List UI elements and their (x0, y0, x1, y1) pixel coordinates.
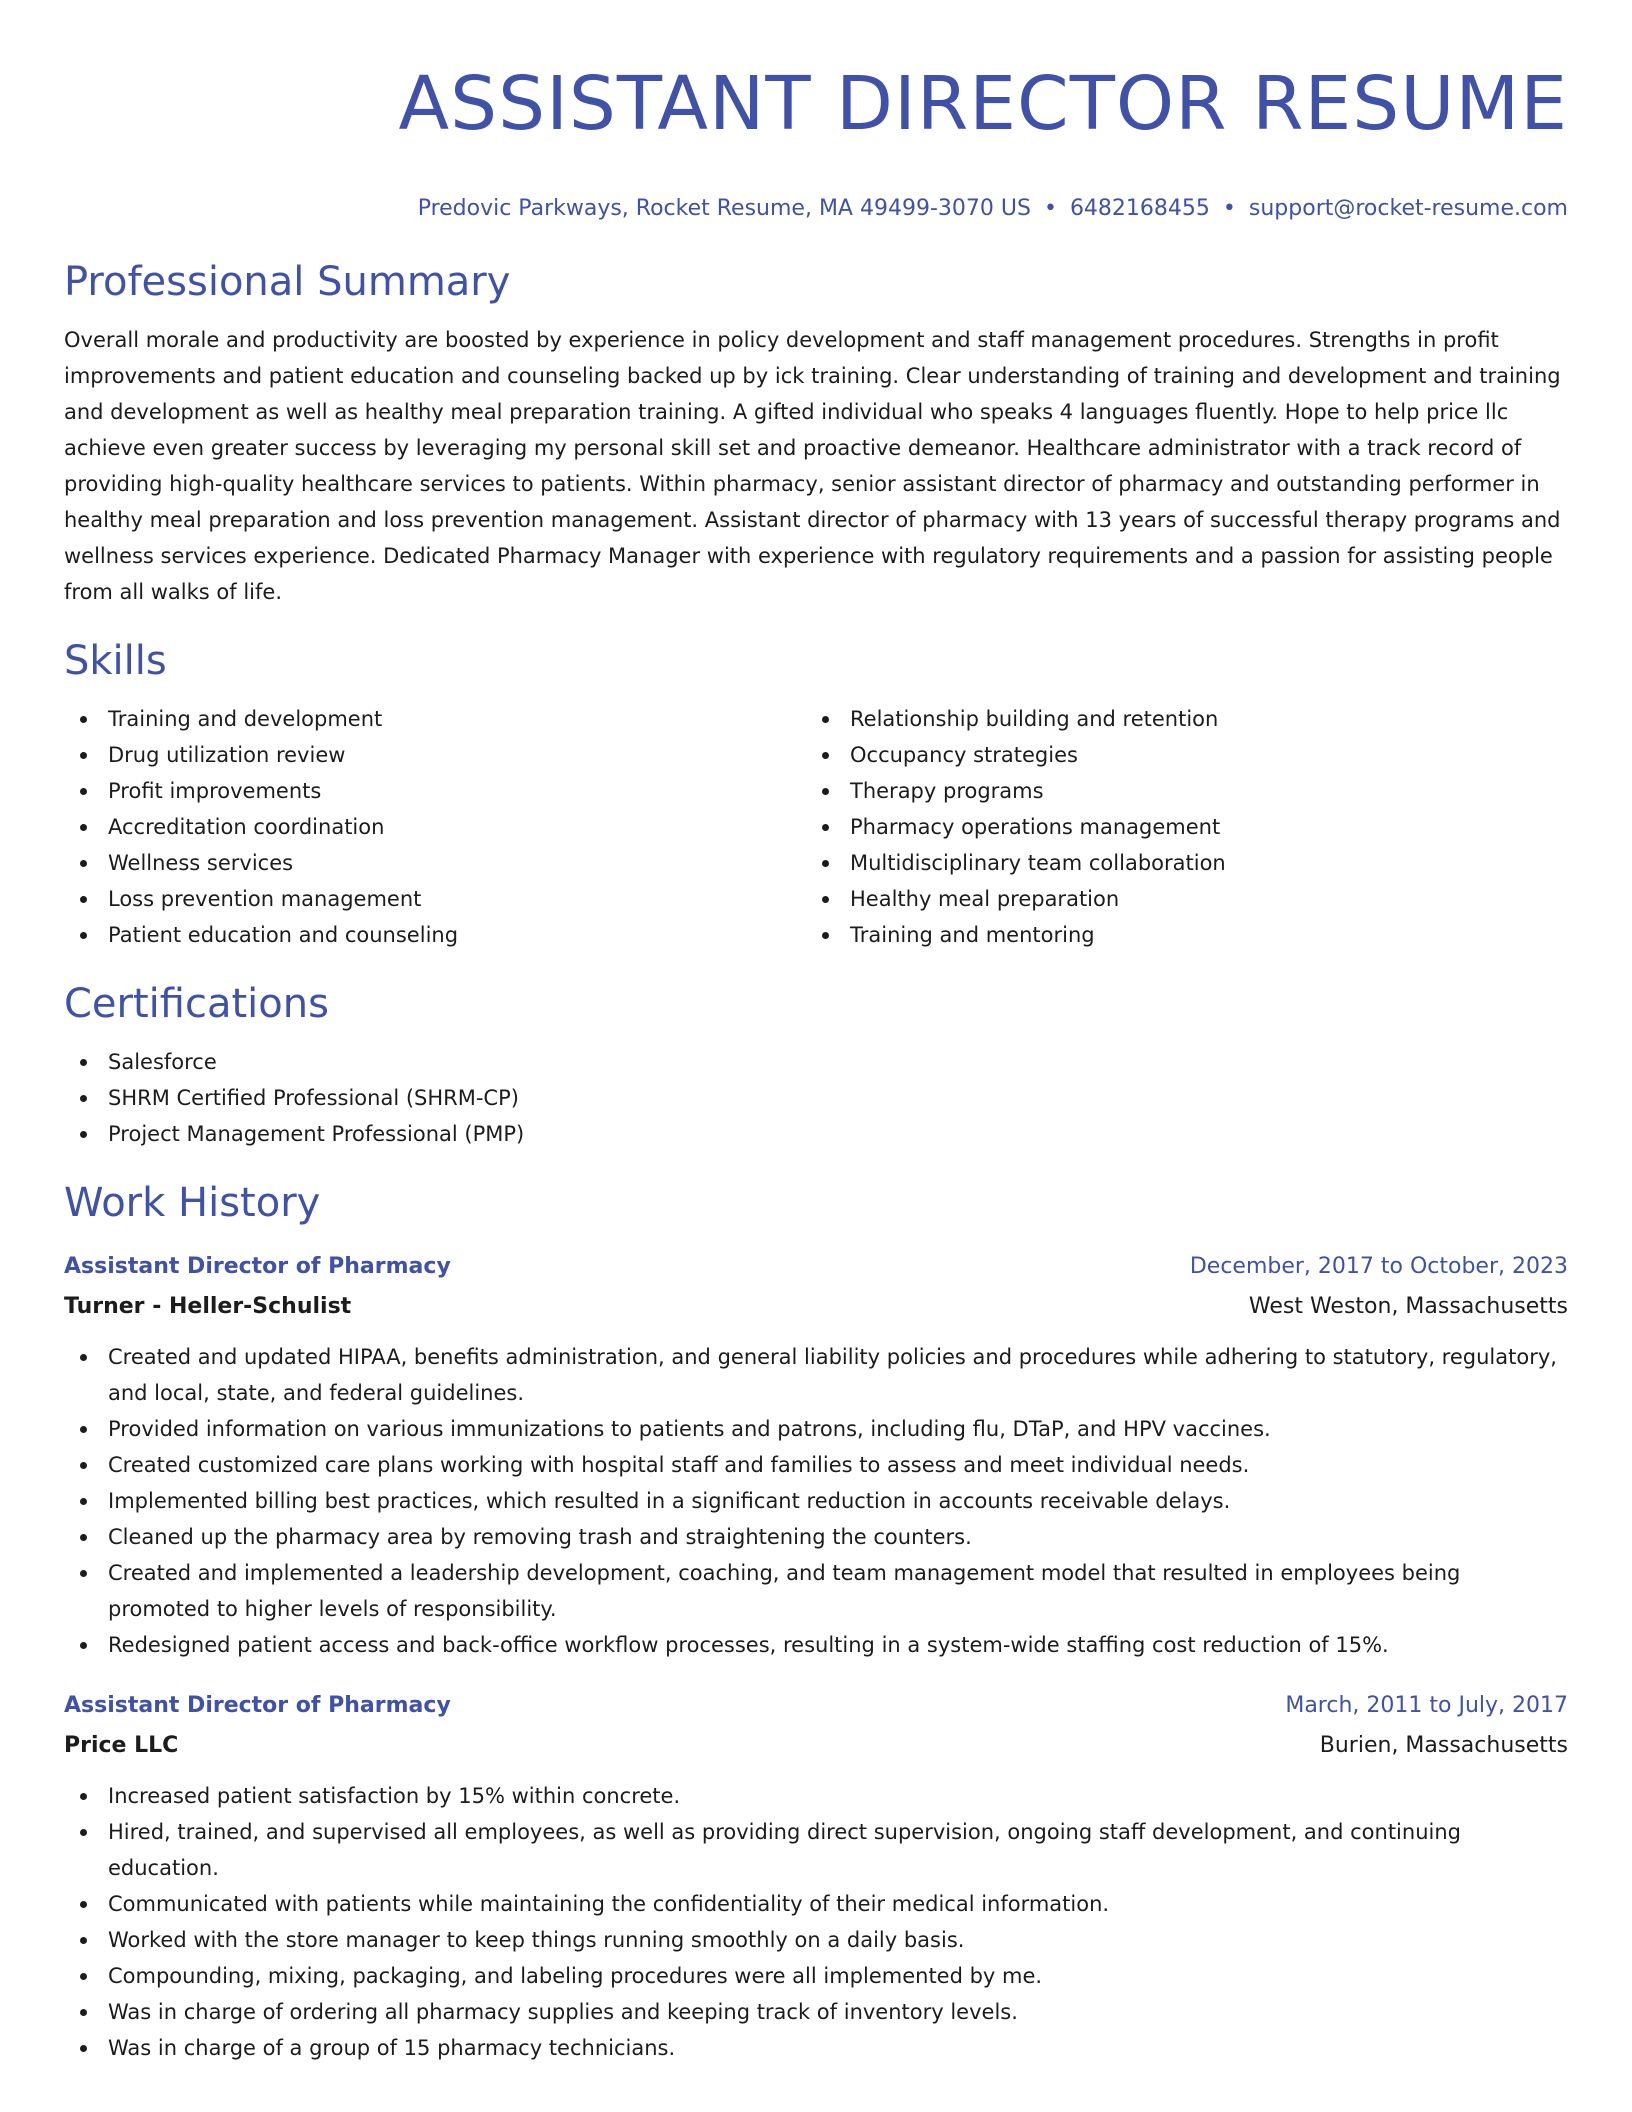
skill-item: Drug utilization review (64, 737, 806, 773)
job-responsibilities (64, 1778, 1568, 2066)
job-title-row (64, 1688, 1568, 1724)
summary-heading: Professional Summary (64, 259, 511, 305)
contact-address: Predovic Parkways, Rocket Resume, MA 49499-3070 US (417, 196, 1031, 221)
skill-item: Training and mentoring (806, 917, 1548, 953)
certification-item: SHRM Certified Professional (SHRM-CP) (64, 1080, 1568, 1116)
work-history-heading: Work History (64, 1180, 321, 1226)
job-bullet: Communicated with patients while maintaining the confidentiality of their medical information. (64, 1886, 1568, 1922)
job-company: Price LLC (64, 1733, 179, 1758)
job-bullet: Created customized care plans working with hospital staff and families to assess and meet individual needs. (64, 1447, 1568, 1483)
skills-column-right (806, 701, 1548, 953)
skill-item: Occupancy strategies (806, 737, 1548, 773)
job-location: Burien, Massachusetts (1319, 1733, 1568, 1758)
contact-separator: • (1043, 196, 1057, 221)
job-bullet: Provided information on various immunizations to patients and patrons, including flu, DTaP, and HPV vaccines. (64, 1411, 1568, 1447)
skill-item: Training and development (64, 701, 806, 737)
skill-item: Relationship building and retention (806, 701, 1548, 737)
job-entry (64, 1249, 1568, 1663)
job-title-row (64, 1249, 1568, 1285)
job-bullet: Implemented billing best practices, which resulted in a significant reduction in accounts receivable delays. (64, 1483, 1568, 1519)
skill-item: Patient education and counseling (64, 917, 806, 953)
job-dates: March, 2011 to July, 2017 (1285, 1693, 1568, 1718)
job-dates: December, 2017 to October, 2023 (1189, 1254, 1568, 1279)
skill-item: Healthy meal preparation (806, 881, 1548, 917)
job-bullet: Was in charge of ordering all pharmacy supplies and keeping track of inventory levels. (64, 1994, 1568, 2030)
job-bullet: Worked with the store manager to keep things running smoothly on a daily basis. (64, 1922, 1568, 1958)
skills-heading: Skills (64, 638, 167, 684)
job-bullet: Cleaned up the pharmacy area by removing trash and straightening the counters. (64, 1519, 1568, 1555)
contact-separator: • (1222, 196, 1236, 221)
skill-item: Accreditation coordination (64, 809, 806, 845)
skills-list (64, 701, 1568, 953)
certifications-heading: Certifications (64, 981, 329, 1027)
job-bullet: Created and implemented a leadership development, coaching, and team management model that resulted in employees being promoted to higher levels of responsibility. (64, 1555, 1568, 1627)
skill-item: Therapy programs (806, 773, 1548, 809)
job-bullet: Increased patient satisfaction by 15% within concrete. (64, 1778, 1568, 1814)
contact-email: support@rocket-resume.com (1248, 196, 1568, 221)
job-bullet: Hired, trained, and supervised all employees, as well as providing direct supervision, ongoing staff development, and continuing education. (64, 1814, 1568, 1886)
skill-item: Loss prevention management (64, 881, 806, 917)
job-bullet: Compounding, mixing, packaging, and labeling procedures were all implemented by me. (64, 1958, 1568, 1994)
skill-item: Wellness services (64, 845, 806, 881)
job-title: Assistant Director of Pharmacy (64, 1254, 451, 1279)
job-title: Assistant Director of Pharmacy (64, 1693, 451, 1718)
certification-item: Salesforce (64, 1044, 1568, 1080)
skill-item: Multidisciplinary team collaboration (806, 845, 1548, 881)
job-company-row (64, 1724, 1568, 1764)
job-bullet: Redesigned patient access and back-office workflow processes, resulting in a system-wide staffing cost reduction of 15%. (64, 1627, 1568, 1663)
job-bullet: Created and updated HIPAA, benefits administration, and general liability policies and procedures while adhering to statutory, regulatory, and local, state, and federal guidelines. (64, 1339, 1568, 1411)
certifications-list (64, 1044, 1568, 1152)
job-bullet: Was in charge of a group of 15 pharmacy technicians. (64, 2030, 1568, 2066)
certification-item: Project Management Professional (PMP) (64, 1116, 1568, 1152)
skill-item: Profit improvements (64, 773, 806, 809)
skill-item: Pharmacy operations management (806, 809, 1548, 845)
resume-name: ASSISTANT DIRECTOR RESUME (398, 61, 1568, 147)
job-company-row (64, 1285, 1568, 1325)
job-entry (64, 1688, 1568, 2066)
job-responsibilities (64, 1339, 1568, 1663)
skills-column-left (64, 701, 806, 953)
contact-phone: 6482168455 (1069, 196, 1210, 221)
job-location: West Weston, Massachusetts (1248, 1294, 1568, 1319)
job-company: Turner - Heller-Schulist (64, 1294, 352, 1319)
contact-line (64, 192, 1568, 226)
summary-text: Overall morale and productivity are boosted by experience in policy development and staff management procedures. Strengths in profit improvements and patient education and counseling backed up by ick training. Clear understanding of training and development and training and development as well as healthy meal preparation training. A gifted individual who speaks 4 languages fluently. Hope to help price llc achieve even greater success by leveraging my personal skill set and proactive demeanor. Healthcare administrator with a track record of providing high-quality healthcare services to patients. Within pharmacy, senior assistant director of pharmacy and outstanding performer in healthy meal preparation and loss prevention management. Assistant director of pharmacy with 13 years of successful therapy programs and wellness services experience. Dedicated Pharmacy Manager with experience with regulatory requirements and a passion for assisting people from all walks of life. (64, 328, 1561, 604)
